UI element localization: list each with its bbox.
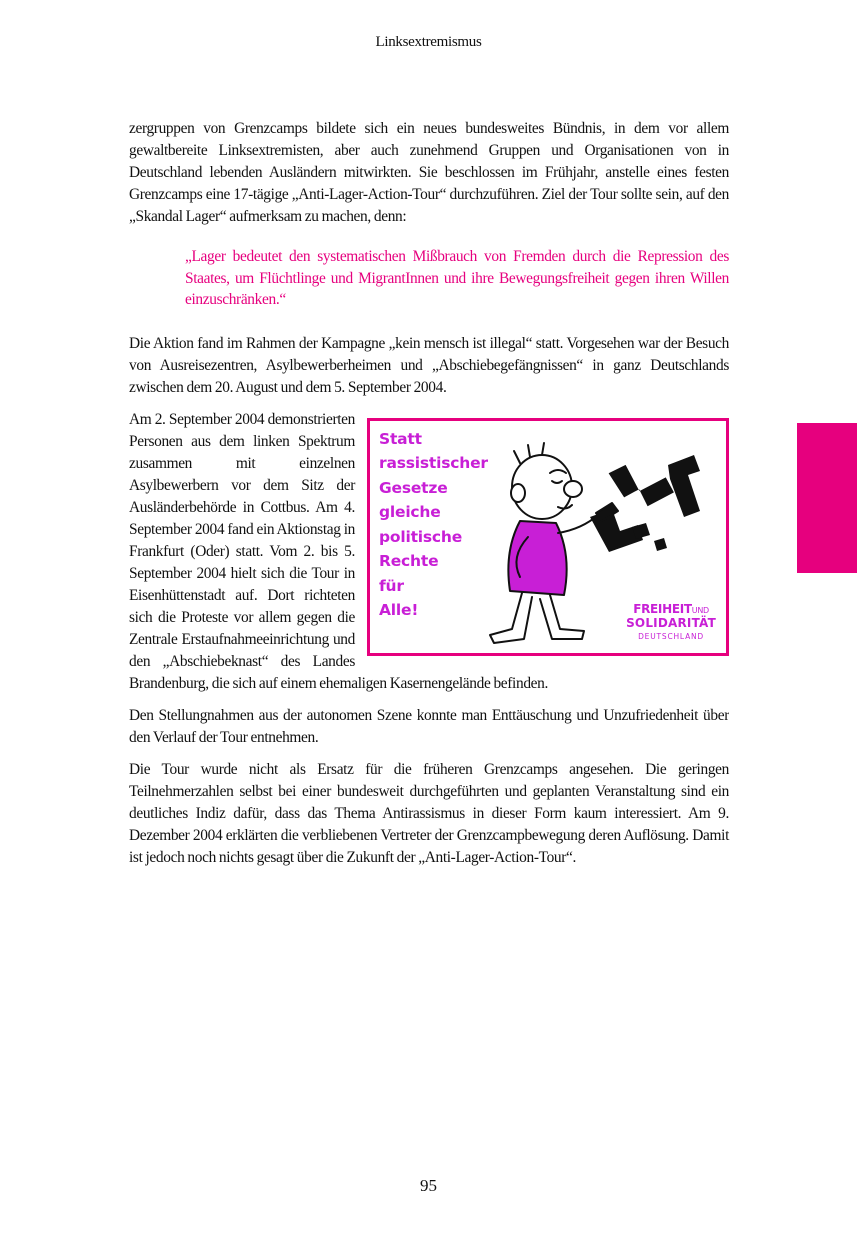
- protest-sticker-image: [367, 418, 729, 656]
- page-number: 95: [420, 1176, 437, 1195]
- slogan-line: für: [379, 576, 404, 595]
- slogan-line: politische: [379, 527, 463, 546]
- slogan-line: Gesetze: [379, 478, 448, 497]
- paragraph-2: Die Aktion fand im Rahmen der Kampagne „kein mensch ist illegal“ statt. Vorgesehen war der Besuch von Ausreisezentren, Asylbewerberheimen und „Abschiebegefängnissen“ in ganz Deutschlands zwischen dem 20. August und dem 5. September 2004.: [129, 334, 729, 396]
- slogan-line: Statt: [379, 429, 422, 448]
- slogan-line: Alle!: [379, 601, 419, 619]
- slogan-line: gleiche: [379, 503, 441, 521]
- broken-swastika-graphic: [590, 455, 700, 552]
- paragraph-5: Die Tour wurde nicht als Ersatz für die früheren Grenzcamps angesehen. Die geringen Teilnehmerzahlen selbst bei einer bundesweit durchgeführten und geplanten Veranstaltung sind ein deutliches Indiz dafür, dass das Thema Antirassismus in dieser Form kaum interessiert. Am 9. Dezember 2004 erklärten die verbliebenen Vertreter der Grenzcampbewegung deren Auflösung. Damit ist jedoch noch nichts gesagt über die Zukunft der „Anti-Lager-Action-Tour“.: [129, 760, 729, 866]
- logo-line-1: FREIHEITUND: [633, 601, 709, 616]
- paragraph-1: zergruppen von Grenzcamps bildete sich ein neues bundesweites Bündnis, in dem vor allem gewaltbereite Linksextremisten, aber auch zunehmend Gruppen und Organisationen von in Deutschland lebenden Ausländern mitwirkten. Sie beschlossen im Frühjahr, anstelle eines festen Grenzcamps eine 17-tägige „Anti-Lager-Action-Tour“ durchzuführen. Ziel der Tour sollte sein, auf den „Skandal Lager“ aufmerksam zu machen, denn:: [129, 120, 729, 225]
- running-head: Linksextremismus: [375, 34, 482, 50]
- logo-line-3: DEUTSCHLAND: [638, 631, 704, 641]
- chapter-tab-marker: [797, 423, 857, 573]
- figure-wrap: [129, 409, 729, 759]
- paragraph-4: Den Stellungnahmen aus der autonomen Szene konnte man Enttäuschung und Unzufriedenheit über den Verlauf der Tour entnehmen.: [129, 706, 729, 746]
- slogan-line: rassistischer: [379, 454, 488, 472]
- slogan-line: Rechte: [379, 552, 439, 570]
- logo-line-2: SOLIDARITÄT: [626, 615, 716, 630]
- paragraph-3: Am 2. September 2004 demonstrierten Personen aus dem linken Spektrum zusammen mit einzelnen Asylbewerbern vor dem Sitz der Ausländerbehörde in Cottbus. Am 4. September 2004 fand ein Aktionstag in Frankfurt (Oder) statt. Vom 2. bis 5. September 2004 hielt sich die Tour in Eisenhüttenstadt auf. Dort richteten sich die Proteste vor allem gegen die Zentrale Erstaufnahmeeinrichtung und den „Abschiebeknast“ des Landes Brandenburg, die sich auf einem ehemaligen Kasernengelände befinden.: [129, 410, 548, 692]
- organisation-logo: [626, 603, 716, 643]
- body-text: [129, 118, 729, 879]
- sticker-slogan: [379, 427, 519, 623]
- quote-block: „Lager bedeutet den systematischen Mißbrauch von Fremden durch die Repression des Staates, um Flüchtlinge und MigrantInnen und ihre Bewegungsfreiheit gegen ihren Willen einzuschränken.“: [185, 248, 729, 308]
